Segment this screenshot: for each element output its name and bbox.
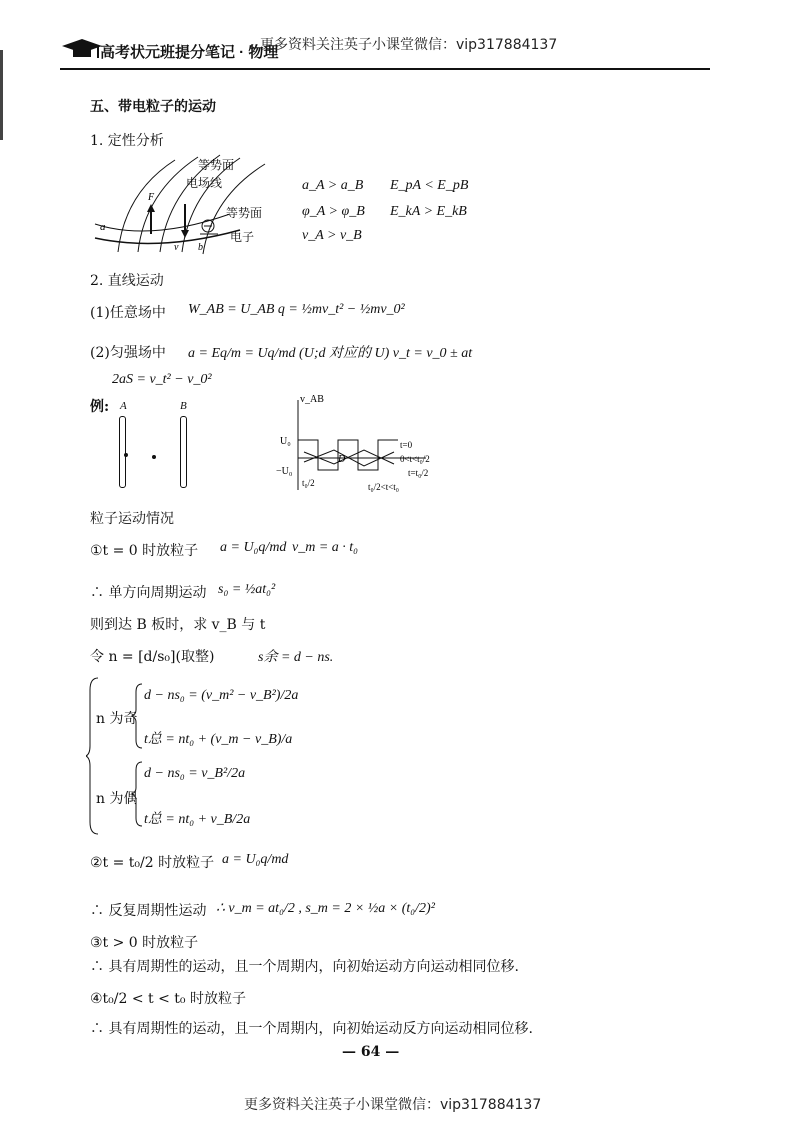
header-title: 高考状元班提分笔记 · 物理	[100, 44, 279, 61]
case2-eq: a = U₀q/md	[222, 852, 289, 867]
graph-range2: t=t₀/2	[408, 468, 429, 478]
linear-heading: 2. 直线运动	[90, 273, 164, 289]
field-line-label: 电场线	[186, 176, 223, 190]
odd-eq2: t总 = nt₀ + (v_m − v_B)/a	[144, 732, 293, 747]
motion-heading: 粒子运动情况	[90, 511, 174, 527]
relation-acceleration: a_A > a_B	[302, 178, 364, 193]
velocity-label: v	[174, 242, 179, 253]
odd-eq1: d − ns₀ = (v_m² − v_B²)/2a	[144, 688, 299, 703]
case4-result: ∴ 具有周期性的运动，且一个周期内，向初始运动反方向运动相同位移.	[90, 1021, 533, 1037]
plate-a	[119, 416, 126, 488]
midpoint-dot	[152, 455, 156, 459]
case1-eq2: v_m = a · t₀	[292, 540, 359, 555]
equipotential-label-1: 等势面	[198, 158, 235, 172]
line3-equation: 2aS = v_t² − v_0²	[112, 372, 212, 387]
case1-eq1: a = U₀q/md	[220, 540, 287, 555]
voltage-graph	[276, 390, 466, 500]
let-n: 令 n = [d/s₀](取整)	[90, 649, 215, 665]
plate-b-label: B	[180, 400, 187, 412]
odd-label: n 为奇	[96, 711, 138, 727]
line1-label: (1)任意场中	[90, 305, 166, 321]
header-rule	[60, 68, 710, 70]
plate-a-label: A	[120, 400, 127, 412]
plate-b	[180, 416, 187, 488]
footer-watermark: 更多资料关注英子小课堂微信：vip317884137	[244, 1097, 542, 1113]
scan-edge	[0, 50, 3, 140]
case1: ①t = 0 时放粒子	[90, 543, 199, 559]
graph-ylabel: v_AB	[300, 394, 324, 405]
graph-range3: t₀/2<t<t₀	[368, 482, 399, 492]
s-rest: s余 = d − ns.	[258, 650, 334, 665]
case2-result-eq: ∴ v_m = at₀/2 , s_m = 2 × ½a × (t₀/2)²	[216, 901, 435, 916]
relation-potential: φ_A > φ_B	[302, 204, 365, 219]
graph-t0: t=0	[400, 440, 413, 450]
graph-t0-half: t₀/2	[302, 478, 315, 488]
graph-u0: U₀	[280, 436, 291, 447]
point-b-label: b	[198, 242, 203, 253]
header-watermark: 更多资料关注英子小课堂微信：vip317884137	[260, 37, 558, 53]
case1-result-eq: s₀ = ½at₀²	[218, 582, 276, 597]
reach-b: 则到达 B 板时，求 v_B 与 t	[90, 617, 266, 633]
case2: ②t = t₀/2 时放粒子	[90, 855, 215, 871]
case-braces	[86, 676, 146, 836]
point-a-label: a	[100, 221, 106, 233]
section-title: 五、带电粒子的运动	[90, 98, 216, 114]
graph-d: D	[338, 454, 346, 465]
case3: ③t > 0 时放粒子	[90, 935, 199, 951]
example-label: 例:	[90, 399, 110, 415]
particle-dot	[124, 453, 128, 457]
equipotential-label-2: 等势面	[226, 206, 263, 220]
line1-equation: W_AB = U_AB q = ½mv_t² − ½mv_0²	[188, 302, 405, 317]
even-label: n 为偶	[96, 791, 138, 807]
relation-velocity: v_A > v_B	[302, 228, 362, 243]
case1-result: ∴ 单方向周期运动	[90, 585, 207, 601]
case2-result: ∴ 反复周期性运动	[90, 903, 207, 919]
qualitative-heading: 1. 定性分析	[90, 133, 164, 149]
line2-equation: a = Eq/m = Uq/md (U;d 对应的 U) v_t = v_0 ± at	[188, 346, 473, 361]
graph-range1: 0<t<t₀/2	[400, 454, 430, 464]
case3-result: ∴ 具有周期性的运动，且一个周期内，向初始运动方向运动相同位移.	[90, 959, 519, 975]
even-eq1: d − ns₀ = v_B²/2a	[144, 766, 246, 781]
page-number: — 64 —	[342, 1044, 400, 1060]
force-label: F	[148, 192, 155, 203]
electron-label: 电子	[230, 230, 255, 244]
relation-kinetic-energy: E_kA > E_kB	[390, 204, 467, 219]
even-eq2: t总 = nt₀ + v_B/2a	[144, 812, 251, 827]
graph-neg-u0: −U₀	[276, 466, 293, 477]
line2-label: (2)匀强场中	[90, 345, 166, 361]
graduation-cap-icon	[60, 36, 104, 62]
case4: ④t₀/2 < t < t₀ 时放粒子	[90, 991, 246, 1007]
relation-potential-energy: E_pA < E_pB	[390, 178, 469, 193]
